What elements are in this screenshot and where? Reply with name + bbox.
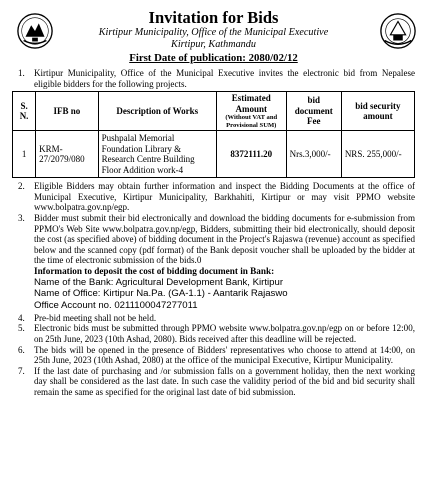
bank-name: Name of the Bank: Agricultural Development Bank, Kirtipur bbox=[34, 277, 284, 289]
header-amount-note: (Without VAT and Provisional SUM) bbox=[225, 114, 278, 129]
paragraph-number: 5. bbox=[18, 323, 25, 334]
cell-security: NRS. 255,000/- bbox=[341, 131, 414, 178]
bid-table bbox=[12, 91, 415, 178]
paragraph-number: 7. bbox=[18, 365, 25, 376]
table-header-row bbox=[13, 92, 415, 131]
cell-description: Pushpalal Memorial Foundation Library & Research Centre Building Floor Addition work-4 bbox=[98, 131, 216, 178]
paragraph-text: Eligible Bidders may obtain further information and inspect the Bidding Documents at the office of Municipal Executive, Kirtipur Municipality, Barkhahiti, Kirtipur or may visit PPMO website www.bolpatra.gov.np/egp. bbox=[34, 181, 415, 213]
header-fee: bid document Fee bbox=[286, 92, 341, 131]
organization-location: Kirtipur, Kathmandu bbox=[171, 39, 256, 50]
paragraph-2 bbox=[12, 181, 415, 213]
paragraph-5 bbox=[12, 323, 415, 344]
paragraph-7 bbox=[12, 366, 415, 398]
header-sn: S. N. bbox=[13, 92, 36, 131]
nepal-emblem-icon bbox=[16, 12, 54, 50]
paragraph-text: Bidder must submit their bid electronically and download the bidding documents for e-submission from PPMO's Web Site www.bolpatra.gov.np/egp, Bidders, submitting their bid electronically, should deposit the cost (as specified above) of bidding document in the Project's Rajaswa (revenue) account as specified below and the scanned copy (pdf format) of the Bank deposit voucher shall be uploaded by the bidder at the time of electronic submission of the bids.0 bbox=[34, 212, 415, 266]
header-security: bid security amount bbox=[341, 92, 414, 131]
paragraph-4 bbox=[12, 313, 415, 324]
cell-sn: 1 bbox=[13, 131, 36, 178]
paragraph-text: Electronic bids must be submitted through PPMO website www.bolpatra.gov.np/egp on or before 12:00, on 25th June, 2023 (10th Ashad, 2080). Bids received after this deadline will be rejected. bbox=[34, 323, 415, 344]
cell-fee: Nrs.3,000/- bbox=[286, 131, 341, 178]
header-ifb: IFB no bbox=[36, 92, 98, 131]
publication-date: First Date of publication: 2080/02/12 bbox=[129, 52, 298, 64]
paragraph-text: The bids will be opened in the presence of Bidders' representatives who choose to attend at 14:00, on 25th June, 2023 (10th Ashad, 2080) at the office of the municipal Executive, Kirtipur Municipality. bbox=[34, 344, 415, 366]
bank-office: Name of Office: Kirtipur Na.Pa. (GA-1.1) - Aantarik Rajaswo bbox=[34, 288, 288, 300]
header-description: Description of Works bbox=[98, 92, 216, 131]
table-row bbox=[13, 131, 415, 178]
header-amount bbox=[216, 92, 286, 131]
header-amount-label: Estimated Amount bbox=[231, 93, 271, 114]
paragraph-3 bbox=[12, 213, 415, 266]
bank-info-heading: Information to deposit the cost of bidding document in Bank: bbox=[34, 265, 275, 276]
cell-amount: 8372111.20 bbox=[216, 131, 286, 178]
bank-account: Office Account no. 0211100047277011 bbox=[34, 299, 198, 311]
bank-info bbox=[34, 266, 415, 311]
municipality-emblem-icon bbox=[379, 12, 417, 50]
paragraph-number: 3. bbox=[18, 212, 25, 223]
paragraph-1 bbox=[12, 68, 415, 89]
paragraph-number: 6. bbox=[18, 344, 25, 355]
paragraph-number: 2. bbox=[18, 181, 25, 192]
organization-name: Kirtipur Municipality, Office of the Municipal Executive bbox=[98, 27, 329, 38]
cell-ifb: KRM-27/2079/080 bbox=[36, 131, 98, 178]
paragraph-number: 4. bbox=[18, 312, 25, 323]
paragraph-number: 1. bbox=[18, 68, 25, 78]
paragraph-text: Kirtipur Municipality, Office of the Municipal Executive invites the electronic bid from Nepalese eligible bidders for the following projects. bbox=[34, 68, 415, 89]
page-title: Invitation for Bids bbox=[148, 8, 279, 27]
paragraph-6 bbox=[12, 345, 415, 366]
paragraph-text: Pre-bid meeting shall not be held. bbox=[34, 312, 157, 323]
paragraph-text: If the last date of purchasing and /or submission falls on a government holiday, then the next working day shall be considered as the last date. In such case the validity period of the bid and bid security shall remain the same as specified for the original last date of bid submission. bbox=[34, 365, 415, 397]
